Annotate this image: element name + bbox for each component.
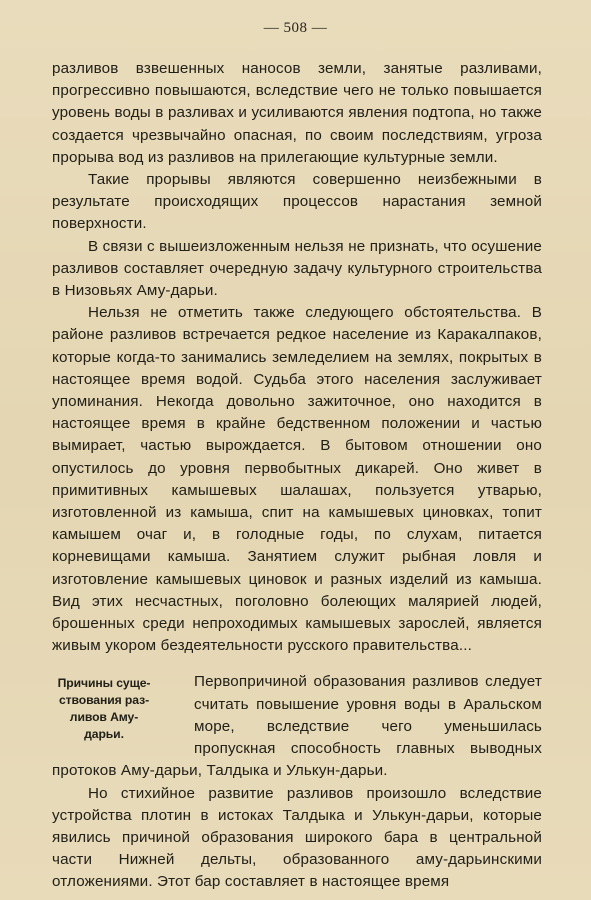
page-number: — 508 — — [263, 20, 328, 36]
margin-heading-line: Причины суще- — [57, 676, 151, 691]
body-text — [52, 58, 542, 894]
margin-heading-line: дарьи. — [84, 727, 124, 742]
margin-heading-line: ливов Аму- — [69, 710, 139, 725]
paragraph-3: В связи с вышеизложенным нельзя не признать, что осушение разливов составляет очередную задачу культурного строительства в Низовьях Аму-дарьи. — [52, 237, 542, 300]
paragraph-2: Такие прорывы являются совершенно неизбежными в результате происходящих процессов нарастания земной поверхности. — [52, 171, 542, 233]
margin-heading — [52, 675, 156, 743]
paragraph-4: Нельзя не отметить также следующего обстоятельства. В районе разливов встречается редкое население из Каракалпаков, которые когда-то занимались земледелием на землях, покрытых в настоящее время водой. Судьба этого населения заслуживает упоминания. Некогда довольно зажиточное, оно находится в настоящее время в крайне бедственном положении и частью вымирает, частью вырождается. В бытовом отношении оно опустилось до уровня первобытных дикарей. Оно живет в примитивных камышевых шалашах, пользуется утварью, изготовленной из камыша, спит на камышевых циновках, топит камышем очаг и, в голодные годы, по слухам, питается корневищами камыша. Занятием служит рыбная ловля и изготовление камышевых циновок и разных изделий из камыша. Вид этих несчастных, поголовно болеющих малярией людей, брошенных среди непроходимых камышевых зарослей, является живым укором бездеятельности русского правительства... — [52, 304, 542, 655]
paragraph-5: Первопричиной образования разливов следует считать повышение уровня воды в Аральском море, вследствие чего уменьшилась пропускная способность главных выводных протоков Аму-дарьи, Талдыка и Улькун-дарьи. — [52, 673, 542, 780]
paragraph-6: Но стихийное развитие разливов произошло вследствие устройства плотин в истоках Талдыка и Улькун-дарьи, которые явились причиной образования широкого бара в центральной части Нижней дельты, образованного аму-дарьинскими отложениями. Этот бар составляет в настоящее время — [52, 784, 542, 891]
paragraph-1: разливов взвешенных наносов земли, занятые разливами, прогрессивно повышаются, вследствие чего не только повышается уровень воды в разливах и усиливаются явления подтопа, но также создается чрезвычайно опасная, по своим последствиям, угроза прорыва вод из разливов на прилегающие культурные земли. — [52, 60, 542, 166]
margin-heading-line: ствования раз- — [58, 693, 150, 708]
section-causes — [52, 671, 542, 893]
